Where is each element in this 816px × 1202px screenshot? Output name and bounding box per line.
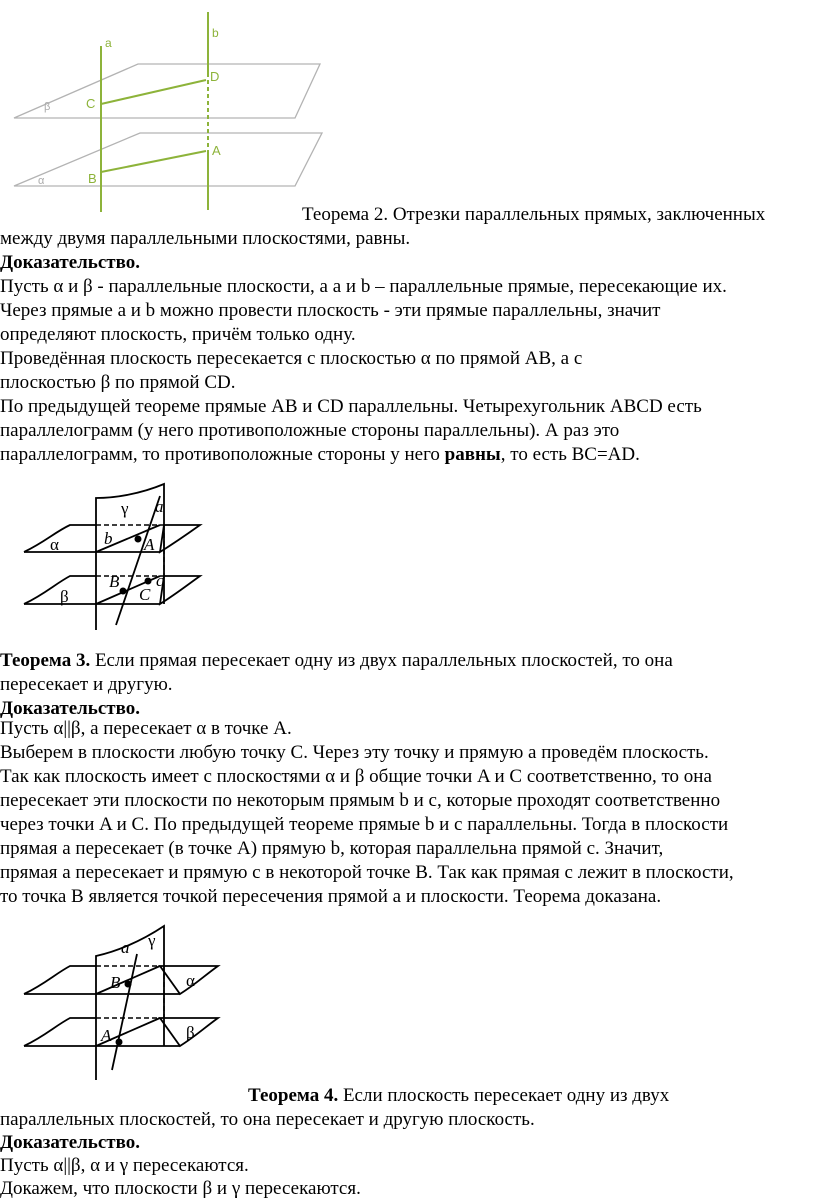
label-a-fig2: a bbox=[155, 497, 164, 516]
t4-title bbox=[248, 1084, 816, 1109]
figure-line-crosses-planes bbox=[0, 480, 300, 645]
point-B-fig2 bbox=[120, 588, 127, 595]
t2-line-4: Проведённая плоскость пересекается с плоскостью α по прямой AB, а с bbox=[0, 348, 583, 369]
point-A-fig3 bbox=[116, 1039, 123, 1046]
t3-line-5: через точки A и C. По предыдущей теореме прямые b и c параллельны. Тогда в плоскости bbox=[0, 814, 729, 835]
t4-title-bold: Теорема 4. bbox=[248, 1085, 339, 1106]
t3-line-4: пересекает эти плоскости по некоторым прямым b и c, которые проходят соответственно bbox=[0, 790, 721, 811]
t2-title: Теорема 2. Отрезки параллельных прямых, заключенных bbox=[302, 204, 766, 225]
t2-proof-heading: Доказательство. bbox=[0, 252, 140, 273]
t3-title-rest: Если прямая пересекает одну из двух параллельных плоскостей, то она bbox=[90, 650, 673, 671]
t2-line-8 bbox=[0, 443, 816, 468]
segment-BA bbox=[101, 151, 206, 172]
t2-line-8c: , то есть BC=AD. bbox=[500, 444, 640, 465]
label-c-fig2: c bbox=[156, 571, 164, 590]
label-C-fig2: C bbox=[139, 585, 151, 604]
label-alpha: α bbox=[38, 175, 45, 187]
line-a-fig3 bbox=[112, 954, 137, 1070]
label-beta-fig2: β bbox=[60, 587, 69, 606]
t3-line-8: то точка B является точкой пересечения прямой a и плоскости. Теорема доказана. bbox=[0, 886, 662, 907]
t2-title-cont: между двумя параллельными плоскостями, равны. bbox=[0, 228, 411, 249]
label-beta-fig3: β bbox=[186, 1023, 195, 1042]
label-a-fig3: a bbox=[121, 938, 130, 957]
t3-line-3: Так как плоскость имеет с плоскостями α и β общие точки A и C соответственно, то она bbox=[0, 766, 712, 787]
t3-title bbox=[0, 649, 816, 674]
t4-title-cont: параллельных плоскостей, то она пересекает и другую плоскость. bbox=[0, 1109, 535, 1130]
t2-line-5: плоскостью β по прямой CD. bbox=[0, 372, 236, 393]
t3-line-1: Пусть α||β, а пересекает α в точке A. bbox=[0, 718, 292, 739]
t3-line-2: Выберем в плоскости любую точку C. Через эту точку и прямую a проведём плоскость. bbox=[0, 742, 709, 763]
t2-line-8a: параллелограмм, то противоположные стороны у него bbox=[0, 444, 445, 465]
t4-line-2: Докажем, что плоскости β и γ пересекаются. bbox=[0, 1178, 361, 1199]
point-B-fig3 bbox=[125, 981, 132, 988]
label-alpha-fig2: α bbox=[50, 535, 59, 554]
t2-line-3: определяют плоскость, причём только одну. bbox=[0, 324, 356, 345]
t2-line-1: Пусть α и β - параллельные плоскости, а а и b – параллельные прямые, пересекающие их. bbox=[0, 276, 727, 297]
label-A-fig2: A bbox=[144, 535, 155, 554]
figure-parallel-segments bbox=[0, 0, 340, 215]
label-C: C bbox=[86, 96, 96, 111]
label-A: A bbox=[212, 143, 221, 158]
label-B-fig3: B bbox=[110, 973, 121, 992]
plane-gamma-outline bbox=[96, 484, 164, 630]
label-B: B bbox=[88, 171, 97, 186]
t3-line-6: прямая a пересекает (в точке A) прямую b, которая параллельна прямой c. Значит, bbox=[0, 838, 664, 859]
point-C-fig2 bbox=[145, 578, 152, 585]
figure-plane-crosses-planes bbox=[0, 920, 260, 1085]
t2-line-6: По предыдущей теореме прямые AB и CD параллельны. Четырехугольник ABCD есть bbox=[0, 396, 702, 417]
t4-title-rest: Если плоскость пересекает одну из двух bbox=[338, 1085, 670, 1106]
label-a: a bbox=[105, 36, 112, 50]
plane-beta bbox=[14, 64, 320, 118]
point-A-fig2 bbox=[135, 536, 142, 543]
t2-line-8-bold: равны bbox=[444, 444, 501, 465]
label-b-fig2: b bbox=[104, 529, 113, 548]
label-B-fig2: B bbox=[109, 572, 120, 591]
label-gamma-fig3: γ bbox=[148, 931, 156, 950]
label-gamma-fig2: γ bbox=[121, 499, 129, 518]
segment-CD bbox=[101, 80, 206, 104]
t2-line-2: Через прямые а и b можно провести плоскость - эти прямые параллельны, значит bbox=[0, 300, 661, 321]
t3-title-cont: пересекает и другую. bbox=[0, 674, 173, 695]
t3-proof-heading: Доказательство. bbox=[0, 698, 140, 719]
label-beta: β bbox=[44, 101, 51, 113]
t2-line-7: параллелограмм (у него противоположные стороны параллельны). А раз это bbox=[0, 420, 620, 441]
label-b: b bbox=[212, 26, 219, 40]
label-alpha-fig3: α bbox=[186, 971, 195, 990]
label-D: D bbox=[210, 69, 220, 84]
t3-line-7: прямая a пересекает и прямую c в некоторой точке B. Так как прямая c лежит в плоскости, bbox=[0, 862, 734, 883]
t4-proof-heading: Доказательство. bbox=[0, 1132, 140, 1153]
t4-line-1: Пусть α||β, α и γ пересекаются. bbox=[0, 1155, 249, 1176]
t3-title-bold: Теорема 3. bbox=[0, 650, 91, 671]
label-A-fig3: A bbox=[101, 1026, 112, 1045]
